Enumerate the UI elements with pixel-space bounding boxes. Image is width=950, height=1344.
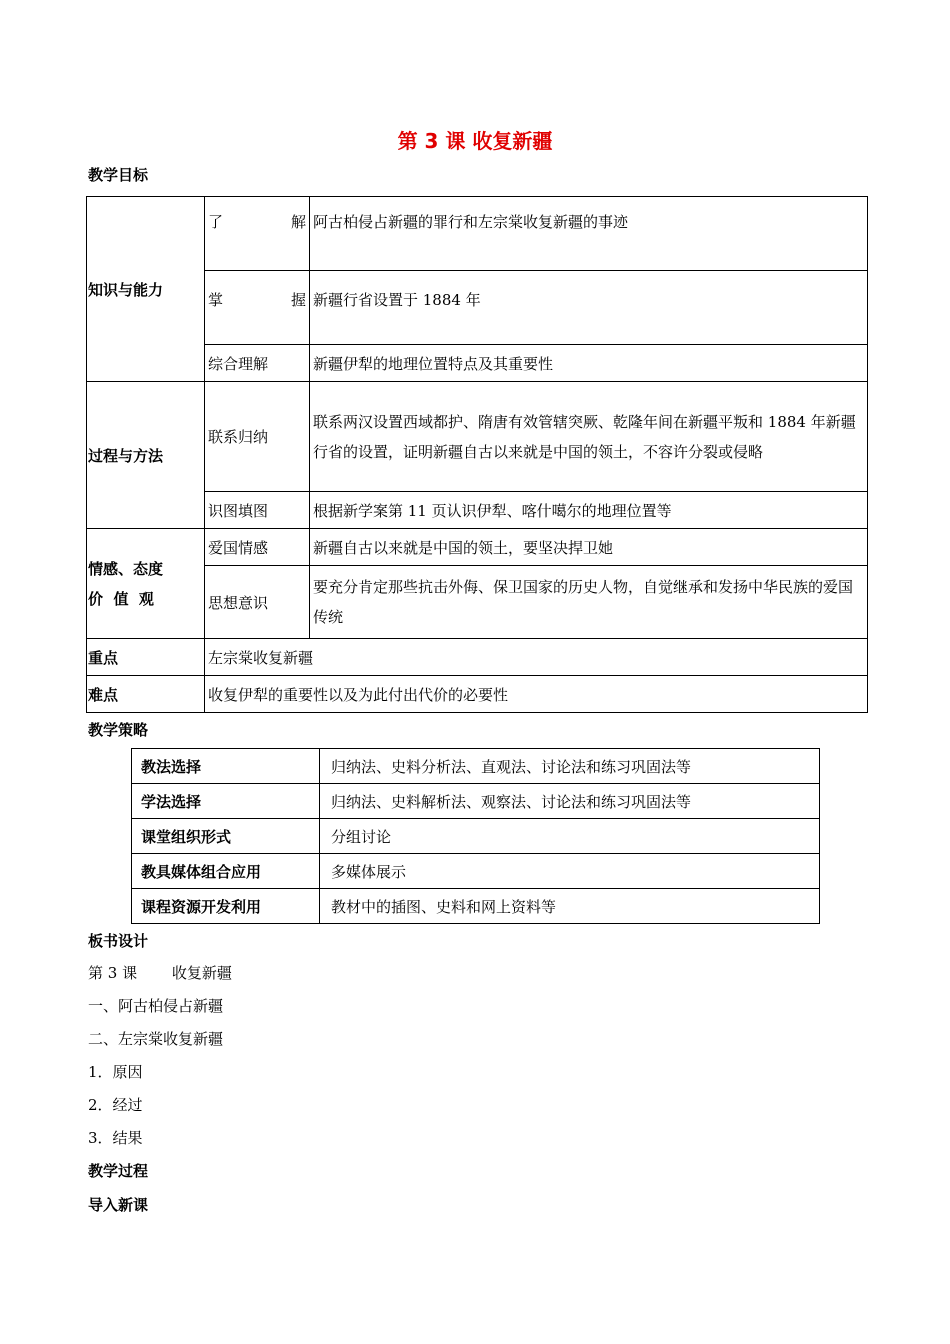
- strategy-value: 分组讨论: [320, 819, 820, 854]
- key-point-text: 左宗棠收复新疆: [205, 639, 868, 676]
- category-emotion-line1: 情感、态度: [88, 559, 164, 578]
- strategy-label: 教法选择: [132, 749, 320, 784]
- board-lesson-line: [88, 962, 232, 983]
- strategy-value: 归纳法、史料分析法、直观法、讨论法和练习巩固法等: [320, 749, 820, 784]
- strategy-label: 学法选择: [132, 784, 320, 819]
- subcategory-label: 综合理解: [205, 345, 310, 382]
- goal-text: 根据新学案第 11 页认识伊犁、喀什噶尔的地理位置等: [310, 492, 868, 529]
- strategy-row: [132, 819, 820, 854]
- strategy-label: 教具媒体组合应用: [132, 854, 320, 889]
- section-heading-intro: 导入新课: [88, 1196, 149, 1214]
- category-process: 过程与方法: [87, 382, 205, 529]
- goal-text: 要充分肯定那些抗击外侮、保卫国家的历史人物，自觉继承和发扬中华民族的爱国传统: [310, 566, 868, 639]
- goal-text: 新疆自古以来就是中国的领土，要坚决捍卫她: [310, 529, 868, 566]
- subcategory-label: 识图填图: [205, 492, 310, 529]
- subcategory-label: 联系归纳: [205, 382, 310, 492]
- goal-text: 新疆行省设置于 1884 年: [310, 271, 868, 345]
- strategy-value: 归纳法、史料解析法、观察法、讨论法和练习巩固法等: [320, 784, 820, 819]
- strategy-row: [132, 749, 820, 784]
- subcategory-cell: [205, 197, 310, 271]
- board-item: 2．经过: [88, 1096, 143, 1114]
- strategy-row: [132, 889, 820, 924]
- subcategory-char: 握: [290, 291, 306, 309]
- difficult-point-label: 难点: [87, 676, 205, 713]
- board-lesson-number: 第 3 课: [88, 964, 138, 982]
- goal-text: 新疆伊犁的地理位置特点及其重要性: [310, 345, 868, 382]
- category-emotion: [87, 529, 205, 639]
- section-heading-strategy: 教学策略: [88, 721, 149, 739]
- subcategory-label: 爱国情感: [205, 529, 310, 566]
- category-knowledge: 知识与能力: [87, 197, 205, 382]
- category-emotion-line2: 价 值 观: [88, 589, 154, 608]
- strategy-value: 多媒体展示: [320, 854, 820, 889]
- section-heading-process: 教学过程: [88, 1162, 149, 1180]
- goal-text: 阿古柏侵占新疆的罪行和左宗棠收复新疆的事迹: [310, 197, 868, 271]
- page-title: 第 3 课 收复新疆: [397, 129, 553, 153]
- board-item: 一、阿古柏侵占新疆: [88, 997, 224, 1015]
- board-item: 二、左宗棠收复新疆: [88, 1030, 224, 1048]
- strategy-label: 课堂组织形式: [132, 819, 320, 854]
- strategy-row: [132, 854, 820, 889]
- subcategory-cell: [205, 271, 310, 345]
- board-item: 1．原因: [88, 1063, 143, 1081]
- teaching-strategy-table: [131, 748, 820, 924]
- subcategory-char: 掌: [208, 291, 224, 309]
- goal-text: 联系两汉设置西域都护、隋唐有效管辖突厥、乾隆年间在新疆平叛和 1884 年新疆行省的设置，证明新疆自古以来就是中国的领土，不容许分裂或侵略: [310, 382, 868, 492]
- strategy-value: 教材中的插图、史料和网上资料等: [320, 889, 820, 924]
- section-heading-board: 板书设计: [88, 932, 149, 950]
- board-lesson-title: 收复新疆: [171, 964, 232, 982]
- section-heading-goals: 教学目标: [88, 166, 149, 184]
- subcategory-label: 思想意识: [205, 566, 310, 639]
- difficult-point-text: 收复伊犁的重要性以及为此付出代价的必要性: [205, 676, 868, 713]
- key-point-label: 重点: [87, 639, 205, 676]
- teaching-goals-table: [86, 196, 868, 713]
- board-item: 3．结果: [88, 1129, 143, 1147]
- strategy-row: [132, 784, 820, 819]
- subcategory-char: 了: [208, 213, 224, 231]
- subcategory-char: 解: [290, 213, 306, 231]
- strategy-label: 课程资源开发利用: [132, 889, 320, 924]
